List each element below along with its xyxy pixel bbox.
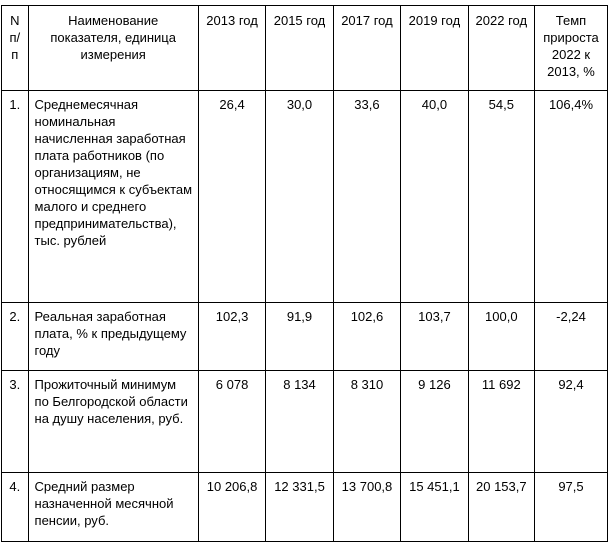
value-2017: 8 310 — [333, 371, 400, 473]
table-row — [2, 371, 608, 473]
header-2017: 2017 год — [333, 6, 400, 91]
value-2022: 100,0 — [468, 303, 534, 371]
value-2017: 102,6 — [333, 303, 400, 371]
header-2013: 2013 год — [198, 6, 265, 91]
row-number: 2. — [2, 303, 29, 371]
row-number: 1. — [2, 91, 29, 303]
value-2022: 54,5 — [468, 91, 534, 303]
value-2015: 8 134 — [266, 371, 333, 473]
value-growth: 106,4% — [534, 91, 607, 303]
header-number: N п/п — [2, 6, 29, 91]
table-row — [2, 303, 608, 371]
value-2019: 9 126 — [401, 371, 468, 473]
value-2015: 12 331,5 — [266, 473, 333, 542]
indicator-name: Прожиточный минимум по Белгородской области на душу населения, руб. — [28, 371, 198, 473]
indicators-table — [1, 5, 608, 542]
value-2019: 103,7 — [401, 303, 468, 371]
value-2019: 15 451,1 — [401, 473, 468, 542]
indicator-name: Среднемесячная номинальная начисленная заработная плата работников (по организациям, не относящимся к субъектам малого и среднего предпринимательства), тыс. рублей — [28, 91, 198, 303]
table-row — [2, 91, 608, 303]
value-2017: 33,6 — [333, 91, 400, 303]
value-2013: 6 078 — [198, 371, 265, 473]
value-2015: 91,9 — [266, 303, 333, 371]
value-2022: 11 692 — [468, 371, 534, 473]
header-growth: Темп прироста 2022 к 2013, % — [534, 6, 607, 91]
value-2017: 13 700,8 — [333, 473, 400, 542]
value-2013: 102,3 — [198, 303, 265, 371]
row-number: 3. — [2, 371, 29, 473]
header-2015: 2015 год — [266, 6, 333, 91]
indicator-name: Реальная заработная плата, % к предыдущему году — [28, 303, 198, 371]
indicator-name: Средний размер назначенной месячной пенсии, руб. — [28, 473, 198, 542]
row-number: 4. — [2, 473, 29, 542]
value-growth: 97,5 — [534, 473, 607, 542]
header-2022: 2022 год — [468, 6, 534, 91]
header-2019: 2019 год — [401, 6, 468, 91]
header-indicator: Наименование показателя, единица измерения — [28, 6, 198, 91]
value-growth: -2,24 — [534, 303, 607, 371]
value-growth: 92,4 — [534, 371, 607, 473]
value-2019: 40,0 — [401, 91, 468, 303]
value-2013: 26,4 — [198, 91, 265, 303]
value-2015: 30,0 — [266, 91, 333, 303]
table-header-row — [2, 6, 608, 91]
value-2022: 20 153,7 — [468, 473, 534, 542]
table-row — [2, 473, 608, 542]
value-2013: 10 206,8 — [198, 473, 265, 542]
